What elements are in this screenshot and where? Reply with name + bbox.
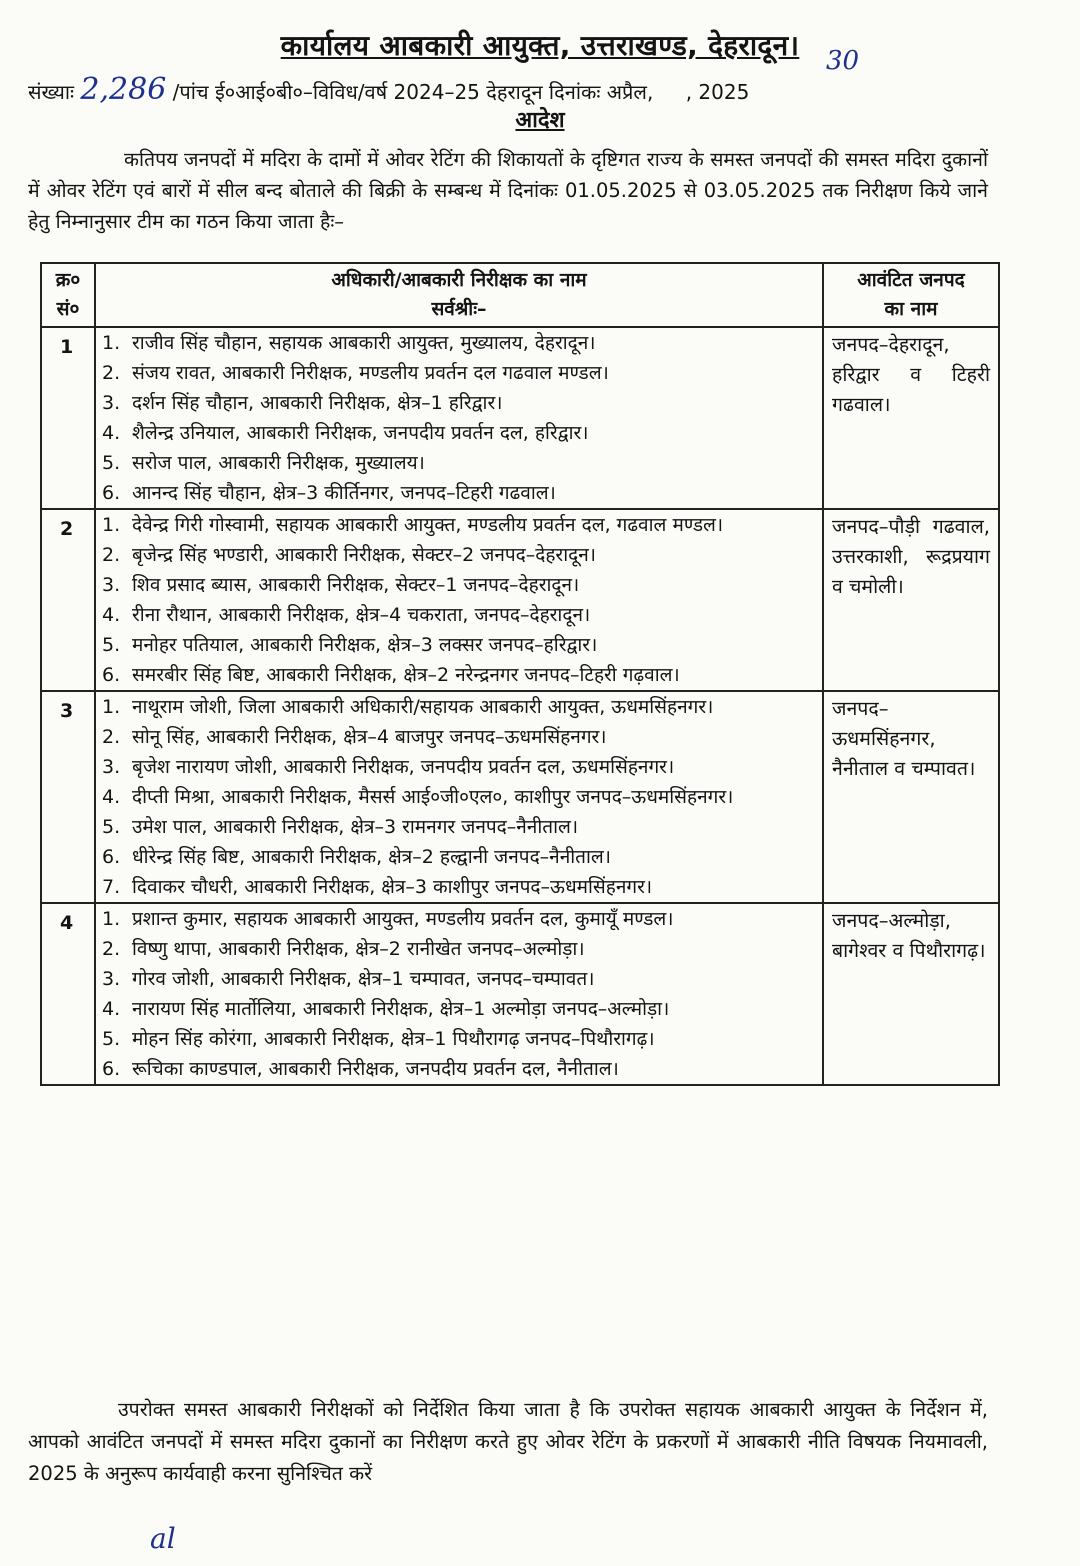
member-text: गोरव जोशी, आबकारी निरीक्षक, क्षेत्र–1 चम्पावत, जनपद–चम्पावत। — [132, 968, 595, 990]
member-number: 1. — [102, 696, 121, 718]
list-item — [96, 934, 814, 964]
member-text: रीना रौथान, आबकारी निरीक्षक, क्षेत्र–4 चकराता, जनपद–देहरादून। — [132, 604, 591, 626]
member-number: 3. — [102, 756, 121, 778]
member-number: 5. — [102, 1028, 121, 1050]
member-text: शैलेन्द्र उनियाल, आबकारी निरीक्षक, जनपदीय प्रवर्तन दल, हरिद्वार। — [132, 422, 589, 444]
list-item — [96, 328, 814, 358]
member-text: समरबीर सिंह बिष्ट, आबकारी निरीक्षक, क्षेत्र–2 नरेन्द्रनगर जनपद–टिहरी गढ़वाल। — [132, 664, 680, 686]
signature-initials: al — [150, 1522, 176, 1555]
member-number: 7. — [102, 876, 121, 898]
team-serial-number: 2 — [41, 509, 95, 691]
header-sno-line2: सं० — [56, 298, 80, 320]
member-text: बृजेश नारायण जोशी, आबकारी निरीक्षक, जनपदीय प्रवर्तन दल, ऊधमसिंहनगर। — [132, 756, 675, 778]
member-number: 3. — [102, 968, 121, 990]
list-item — [96, 600, 814, 630]
list-item — [96, 510, 814, 540]
allotted-district: जनपद–पौड़ी गढवाल, उत्तरकाशी, रूद्रप्रयाग व चमोली। — [823, 509, 999, 691]
list-item — [96, 994, 814, 1024]
intro-paragraph: कतिपय जनपदों में मदिरा के दामों में ओवर रेटिंग की शिकायतों के दृष्टिगत राज्य के समस्त जनपदों की समस्त मदिरा दुकानों में ओवर रेटिंग एवं बारों में सील बन्द बोताले की बिक्री के सम्बन्ध में दिनांकः 01.05.2025 से 03.05.2025 तक निरीक्षण किये जाने हेतु निम्नानुसार टीम का गठन किया जाता हैः– — [28, 148, 988, 233]
member-text: दर्शन सिंह चौहान, आबकारी निरीक्षक, क्षेत्र–1 हरिद्वार। — [132, 392, 503, 414]
header-name — [95, 263, 823, 327]
member-text: मोहन सिंह कोरंगा, आबकारी निरीक्षक, क्षेत्र–1 पिथौरागढ़ जनपद–पिथौरागढ़। — [132, 1028, 655, 1050]
table-row — [41, 327, 999, 509]
member-text: धीरेन्द्र सिंह बिष्ट, आबकारी निरीक्षक, क्षेत्र–2 हल्द्वानी जनपद–नैनीताल। — [132, 846, 612, 868]
team-members-cell — [95, 691, 823, 903]
member-list — [96, 692, 814, 902]
ref-body: /पांच ई०आई०बी०–विविध/वर्ष 2024–25 देहरादून दिनांकः अप्रैल, — [172, 80, 654, 104]
header-district-line1: आवंटित जनपद — [857, 269, 965, 291]
office-title: कार्यालय आबकारी आयुक्त, उत्तराखण्ड, देहरादून। — [280, 29, 800, 62]
list-item — [96, 1054, 814, 1084]
member-number: 4. — [102, 786, 121, 808]
member-number: 5. — [102, 452, 121, 474]
team-members-cell — [95, 509, 823, 691]
member-text: प्रशान्त कुमार, सहायक आबकारी आयुक्त, मण्डलीय प्रवर्तन दल, कुमायूँ मण्डल। — [132, 908, 674, 930]
closing-paragraph: उपरोक्त समस्त आबकारी निरीक्षकों को निर्देशित किया जाता है कि उपरोक्त सहायक आबकारी आयुक्त के निर्देशन में, आपको आवंटित जनपदों में समस्त मदिरा दुकानों का निरीक्षण करते हुए ओवर रेटिंग के प्रकरणों में आबकारी नीति विषयक नियमावली, 2025 के अनुरूप कार्यवाही करना सुनिश्चित करें — [28, 1398, 988, 1485]
header-name-line2: सर्वश्रीः– — [431, 298, 487, 320]
member-text: सरोज पाल, आबकारी निरीक्षक, मुख्यालय। — [132, 452, 425, 474]
list-item — [96, 782, 814, 812]
member-text: विष्णु थापा, आबकारी निरीक्षक, क्षेत्र–2 रानीखेत जनपद–अल्मोड़ा। — [132, 938, 585, 960]
team-rows — [41, 327, 999, 1085]
list-item — [96, 540, 814, 570]
handwritten-ref-number: 2,286 — [80, 72, 167, 107]
table-row — [41, 509, 999, 691]
table-row — [41, 691, 999, 903]
member-list — [96, 510, 814, 690]
list-item — [96, 692, 814, 722]
member-text: उमेश पाल, आबकारी निरीक्षक, क्षेत्र–3 रामनगर जनपद–नैनीताल। — [132, 816, 579, 838]
member-number: 1. — [102, 332, 121, 354]
member-number: 2. — [102, 362, 121, 384]
member-text: नाथूराम जोशी, जिला आबकारी अधिकारी/सहायक आबकारी आयुक्त, ऊधमसिंहनगर। — [132, 696, 714, 718]
list-item — [96, 630, 814, 660]
list-item — [96, 872, 814, 902]
member-number: 6. — [102, 1058, 121, 1080]
list-item — [96, 812, 814, 842]
member-text: आनन्द सिंह चौहान, क्षेत्र–3 कीर्तिनगर, जनपद–टिहरी गढवाल। — [132, 482, 556, 504]
allotted-district: जनपद–देहरादून, हरिद्वार व टिहरी गढवाल। — [823, 327, 999, 509]
header-district — [823, 263, 999, 327]
list-item — [96, 660, 814, 690]
member-number: 6. — [102, 846, 121, 868]
list-item — [96, 1024, 814, 1054]
list-item — [96, 388, 814, 418]
header-district-line2: का नाम — [884, 298, 938, 320]
member-list — [96, 328, 814, 508]
list-item — [96, 752, 814, 782]
team-members-cell — [95, 903, 823, 1085]
list-item — [96, 418, 814, 448]
list-item — [96, 842, 814, 872]
member-number: 3. — [102, 392, 121, 414]
table-row — [41, 903, 999, 1085]
team-table — [40, 262, 1000, 1086]
member-number: 1. — [102, 908, 121, 930]
header-sno — [41, 263, 95, 327]
team-serial-number: 4 — [41, 903, 95, 1085]
team-serial-number: 3 — [41, 691, 95, 903]
member-text: सोनू सिंह, आबकारी निरीक्षक, क्षेत्र–4 बाजपुर जनपद–ऊधमसिंहनगर। — [132, 726, 607, 748]
member-text: नारायण सिंह मार्तोलिया, आबकारी निरीक्षक, क्षेत्र–1 अल्मोड़ा जनपद–अल्मोड़ा। — [132, 998, 670, 1020]
header-name-line1: अधिकारी/आबकारी निरीक्षक का नाम — [331, 269, 587, 291]
member-number: 5. — [102, 816, 121, 838]
member-number: 2. — [102, 938, 121, 960]
member-number: 1. — [102, 514, 121, 536]
table-header-row — [41, 263, 999, 327]
member-number: 5. — [102, 634, 121, 656]
member-text: दिवाकर चौधरी, आबकारी निरीक्षक, क्षेत्र–3 काशीपुर जनपद–ऊधमसिंहनगर। — [132, 876, 653, 898]
member-text: दीप्ती मिश्रा, आबकारी निरीक्षक, मैसर्स आई०जी०एल०, काशीपुर जनपद–ऊधमसिंहनगर। — [132, 786, 734, 808]
member-number: 6. — [102, 664, 121, 686]
list-item — [96, 964, 814, 994]
member-number: 6. — [102, 482, 121, 504]
reference-line — [28, 72, 749, 107]
member-text: संजय रावत, आबकारी निरीक्षक, मण्डलीय प्रवर्तन दल गढवाल मण्डल। — [132, 362, 609, 384]
team-serial-number: 1 — [41, 327, 95, 509]
list-item — [96, 478, 814, 508]
list-item — [96, 722, 814, 752]
list-item — [96, 570, 814, 600]
list-item — [96, 358, 814, 388]
member-number: 3. — [102, 574, 121, 596]
member-text: देवेन्द्र गिरी गोस्वामी, सहायक आबकारी आयुक्त, मण्डलीय प्रवर्तन दल, गढवाल मण्डल। — [132, 514, 724, 536]
member-text: बृजेन्द्र सिंह भण्डारी, आबकारी निरीक्षक, सेक्टर–2 जनपद–देहरादून। — [132, 544, 596, 566]
member-text: रूचिका काण्डपाल, आबकारी निरीक्षक, जनपदीय प्रवर्तन दल, नैनीताल। — [132, 1058, 619, 1080]
list-item — [96, 904, 814, 934]
member-text: राजीव सिंह चौहान, सहायक आबकारी आयुक्त, मुख्यालय, देहरादून। — [132, 332, 596, 354]
ref-prefix: संख्याः — [28, 80, 75, 104]
member-number: 2. — [102, 544, 121, 566]
member-list — [96, 904, 814, 1084]
member-text: शिव प्रसाद ब्यास, आबकारी निरीक्षक, सेक्टर–1 जनपद–देहरादून। — [132, 574, 580, 596]
team-members-cell — [95, 327, 823, 509]
header-sno-line1: क्र० — [55, 269, 81, 291]
list-item — [96, 448, 814, 478]
handwritten-date-day: 30 — [826, 46, 860, 76]
order-heading: आदेश — [515, 108, 565, 133]
allotted-district: जनपद–अल्मोड़ा, बागेश्वर व पिथौरागढ़। — [823, 903, 999, 1085]
member-number: 4. — [102, 422, 121, 444]
member-number: 2. — [102, 726, 121, 748]
ref-year: , 2025 — [685, 80, 750, 104]
member-number: 4. — [102, 998, 121, 1020]
allotted-district: जनपद–ऊधमसिंहनगर, नैनीताल व चम्पावत। — [823, 691, 999, 903]
member-number: 4. — [102, 604, 121, 626]
member-text: मनोहर पतियाल, आबकारी निरीक्षक, क्षेत्र–3 लक्सर जनपद–हरिद्वार। — [132, 634, 598, 656]
